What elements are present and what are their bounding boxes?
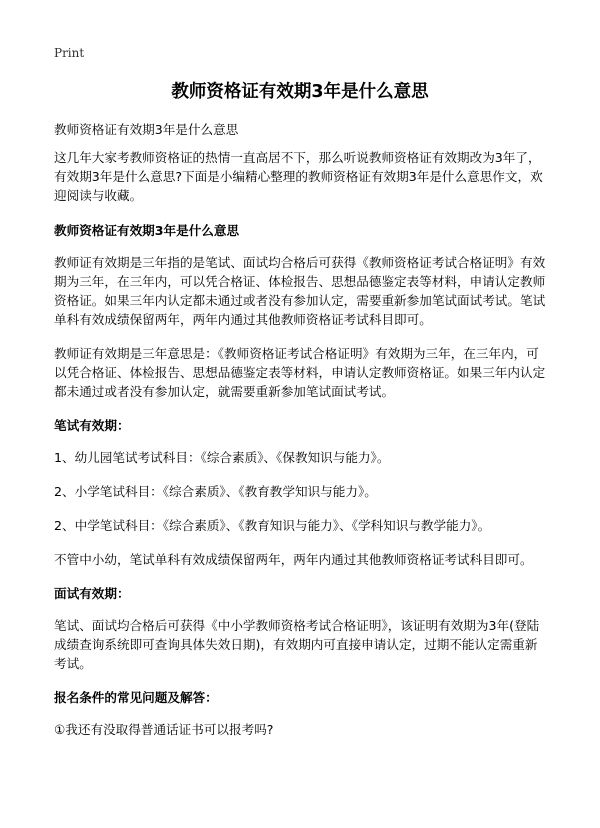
section-heading-validity: 教师资格证有效期3年是什么意思 (54, 223, 240, 238)
intro-paragraph: 这几年大家考教师资格证的热情一直高居不下，那么听说教师资格证有效期改为3年了，有效期3年是什么意思?下面是小编精心整理的教师资格证有效期3年是什么意思作文，欢迎阅读与收藏。 (54, 150, 543, 203)
written-exam-note: 不管中小幼，笔试单科有效成绩保留两年，两年内通过其他教师资格证考试科目即可。 (54, 552, 533, 567)
section-heading-faq: 报名条件的常见问题及解答： (54, 690, 218, 705)
article-subtitle: 教师资格证有效期3年是什么意思 (54, 122, 239, 137)
validity-paragraph-2: 教师证有效期是三年意思是：《教师资格证考试合格证明》有效期为三年，在三年内，可以凭合格证、体检报告、思想品德鉴定表等材料，申请认定教师资格证。如果三年内认定都未通过或者没有参加认定，就需要重新参加笔试面试考试。 (54, 346, 546, 399)
print-link[interactable]: Print (54, 46, 85, 60)
page-title: 教师资格证有效期3年是什么意思 (171, 82, 429, 102)
section-heading-written-exam: 笔试有效期： (54, 418, 130, 433)
written-exam-item-primary: 2、小学笔试科目：《综合素质》、《教育教学知识与能力》。 (54, 484, 377, 499)
written-exam-item-kindergarten: 1、幼儿园笔试考试科目：《综合素质》、《保教知识与能力》。 (54, 450, 390, 465)
interview-paragraph: 笔试、面试均合格后可获得《中小学教师资格考试合格证明》，该证明有效期为3年(登陆成绩查询系统即可查询具体失效日期)，有效期内可直接申请认定，过期不能认定需重新考试。 (54, 618, 540, 671)
validity-paragraph-1: 教师证有效期是三年指的是笔试、面试均合格后可获得《教师资格证考试合格证明》有效期为三年，在三年内，可以凭合格证、体检报告、思想品德鉴定表等材料，申请认定教师资格证。如果三年内认定都未通过或者没有参加认定，需要重新参加笔试面试考试。笔试单科有效成绩保留两年，两年内通过其他教师资格证考试科目即可。 (54, 255, 546, 327)
article-body (54, 120, 550, 754)
section-heading-interview: 面试有效期： (54, 586, 130, 601)
written-exam-item-secondary: 2、中学笔试科目：《综合素质》、《教育知识与能力》、《学科知识与教学能力》。 (54, 518, 491, 533)
faq-question-1: ①我还有没取得普通话证书可以报考吗? (54, 722, 274, 737)
